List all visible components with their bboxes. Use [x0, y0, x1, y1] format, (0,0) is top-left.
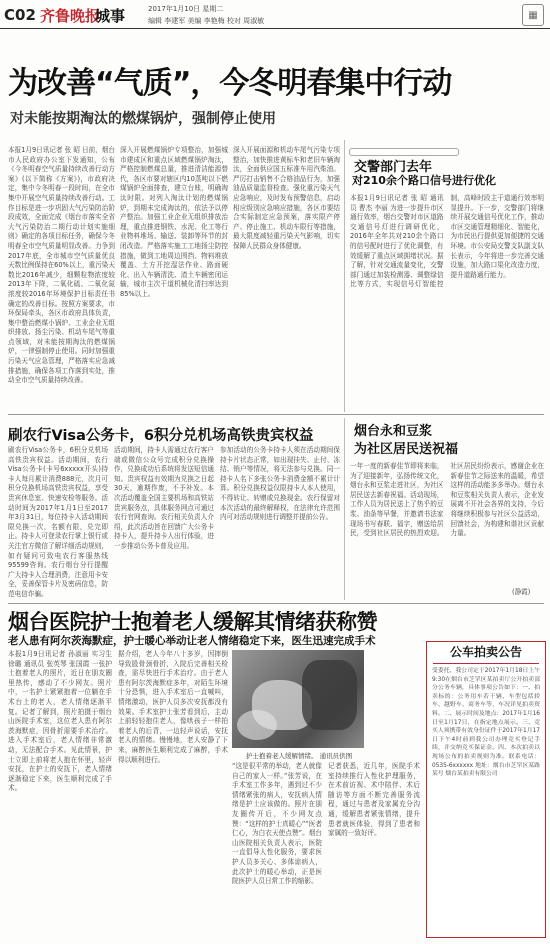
lead-subhead: 对未能按期淘汰的燃煤锅炉，强制停止使用	[10, 111, 276, 127]
photo-caption: 护士抱着老人缓解情绪。 通讯员供图	[246, 752, 353, 760]
column-divider-2	[344, 418, 345, 600]
fuyu-author: (静霞)	[512, 588, 531, 596]
nurse-headline: 烟台医院护士抱着老人缓解其情绪获称赞	[8, 610, 377, 634]
qr-code-icon: ▦	[522, 4, 544, 26]
nurse-body-col-2: 据介绍，老人今年八十多岁，因摔倒导致股骨颈骨折，入院后完善相关检查，需尽快进行手术治疗。由于老人患有阿尔茨海默症多年，对陌生环境十分恐惧，进入手术室后一直喊叫，情绪激动，医护人员多次安抚都没有效果。手术室护士张芳看到后，主动上前轻轻抱住老人，像哄孩子一样拍着老人的后背，一边轻声说话，安抚老人的情绪。慢慢地，老人安静了下来，麻醉医生顺利完成了麻醉，手术得以顺利进行。	[118, 650, 228, 764]
decorative-bar	[349, 148, 459, 156]
page-number: C02	[4, 6, 36, 24]
newspaper-brand: 齐鲁晚报	[40, 7, 101, 25]
auction-body: 受委托，我公司定于2017年1月18日上午9:30在烟台市芝罘区某拍卖厅公开拍卖部分公务车辆，具体事项公告如下：一、拍卖标的：公务用车若干辆，车型包括轿车、越野车、商务车等，车况详见拍卖资料。二、展示时间及地点：2017年1月16日至1月17日，在指定地点展示。三、竞买人须携带有效身份证件于2017年1月17日下午4时前到我公司办理竞买登记手续，并交纳竞买保证金。四、本次拍卖以现场公布的拍卖规则为准。联系电话：0535-6xxxxxx 地址：烟台市芝罘区某路某号 烟台某拍卖有限公司	[432, 668, 540, 778]
lead-body-col-2: 深入开展燃煤锅炉专项整治，加强城市建成区和重点区域燃煤锅炉淘汰，严格控制燃煤总量，推进清洁能源替代，各区市要对辖区内10蒸吨以下燃煤锅炉全面排查，建立台账，明确淘汰时限。对列入淘汰计划的燃煤锅炉，到期未完成淘汰的，依法予以停产整治。加强工业企业无组织排放治理，重点推进钢铁、水泥、化工等行业物料堆场、输送、装卸等环节的封闭改造。严格落实施工工地扬尘防控措施，做到工地周边围挡、物料堆放覆盖、土方开挖湿法作业、路面硬化、出入车辆清洗、渣土车辆密闭运输，城市主次干道机械化清扫率达到85%以上。	[120, 146, 228, 298]
visa-body-col-2: 活动期间，持卡人需通过农行客户端或微信公众号完成积分兑换操作，兑换成功后系统将发送短信通知。贵宾权益有效期为兑换之日起30天，逾期作废，不予补发。本次活动覆盖全国主要机场和高铁站贵宾服务点，具体服务网点可通过农行官网查询。农行相关负责人介绍，此次活动旨在回馈广大公务卡持卡人，提升持卡人出行体验，进一步推动公务卡普及应用。	[114, 446, 214, 550]
page-header	[0, 0, 550, 29]
fuyu-headline-2: 为社区居民送祝福	[354, 442, 459, 457]
nurse-photo	[232, 650, 364, 748]
visa-body-col-1: 刷农行Visa公务卡，6积分兑机场高铁贵宾权益。活动期间，农行Visa公务卡(卡号6xxxxx开头)持卡人每月累计消费888元，次月可积分兑换机场高铁贵宾权益，享受贵宾休息室、快速安检等服务。活动时间为2017年1月1日至2017年3月31日，每位持卡人活动期间限兑换一次，名额有限，兑完即止。持卡人可登录农行掌上银行或关注官方微信了解详细活动规则，如有疑问可致电农行客服热线95599咨询。农行烟台分行提醒广大持卡人合理消费，注意用卡安全，妥善保管卡片及密码信息，防范电信诈骗。	[8, 446, 108, 598]
traffic-headline-2: 对210余个路口信号进行优化	[352, 174, 496, 187]
fuyu-body: 一年一度的新春佳节即将来临，为了迎接新年，弘扬传统文化，烟台永和豆浆走进社区，为社区居民送去新春祝福。活动现场，工作人员为居民送上了热乎的豆浆、油条等早餐，并邀请书法家现场书写春联、福字，赠送给居民，受到社区居民的热烈欢迎。社区居民纷纷表示，感谢企业在新春佳节之际送来的温暖，希望这样的活动能多多举办。烟台永和豆浆相关负责人表示，企业发展离不开社会各界的支持，今后将继续积极参与社区公益活动，回馈社会，为构建和谐社区贡献力量。	[350, 462, 544, 538]
issue-date: 2017年1月10日 星期二	[148, 5, 224, 13]
editorial-staff: 编辑 李建军 美编 李艳梅 校对 周淑敏	[148, 17, 265, 25]
section-title: 城事	[95, 7, 126, 25]
column-divider	[344, 140, 345, 412]
section-divider	[8, 414, 544, 415]
lead-headline: 为改善“气质”，今冬明春集中行动	[8, 66, 452, 101]
auction-title-rule	[433, 663, 539, 664]
fuyu-headline: 烟台永和豆浆	[354, 424, 433, 439]
auction-notice-box	[426, 641, 546, 938]
visa-headline: 刷农行Visa公务卡，6积分兑机场高铁贵宾权益	[8, 428, 314, 444]
section-divider-2	[8, 603, 544, 604]
traffic-headline: 交警部门去年	[354, 160, 433, 175]
nurse-body-col-1: 本报1月9日讯记者 孙淑丽 实习生 徐璐 通讯员 张英琴 张国霞 一张护士抱着老人的照片，近日在朋友圈里热传，感动了不少网友。照片中，一名护士紧紧抱着一位躺在手术台上的老人，老人情绪逐渐平复。记者了解到，照片拍摄于烟台山医院手术室，这位老人患有阿尔茨海默症，因骨折需要手术治疗。进入手术室后，老人情绪非常激动，无法配合手术。见此情景，护士立即上前将老人抱在怀里，轻声安抚，在护士的安抚下，老人情绪逐渐稳定下来，医生顺利完成了手术。	[8, 650, 112, 793]
traffic-body: 本报1月9日讯记者 张 昭 通讯员 曹杰 李丽 为进一步提升市区通行效率，烟台交警对市区道路交通信号灯进行调研优化，2016年全年共对210余个路口的信号配时进行了优化调整，有效缓解了重点区域拥堵状况。据了解，针对交通流量变化，交警部门通过加装检测器、调整绿信比等方式，实现信号灯智能控制，高峰时段主干道通行效率明显提升。下一步，交警部门将继续开展交通信号优化工作，推动市区交通管理精细化、智能化，为市民出行提供更加便捷的交通环境。市公安局交警支队副支队长表示，今年将进一步完善交通设施，加大路口渠化改造力度，提升道路通行能力。	[350, 194, 544, 289]
lead-body-col-1: 本报1月9日讯记者 张 昭 日前，烟台市人民政府办公室下发通知，公布《今冬明春空气质量持续改善行动方案》(以下简称《方案》)，市政府决定，集中今冬明春一段时间，在全市集中开展空气质量持续改善行动。工作目标是进一步巩固大气污染防治阶段成效，全面完成《烟台市落实全省大气污染防治二期行动计划实施细则》确定的各项目标任务，确保今冬明春全市空气质量明显改善。力争到2017年底，全市城市空气质量优良天数比例保持在60%以上，重污染天数比2016年减少，细颗粒物浓度较2013年下降，二氧化硫、二氧化氮浓度较2016年环境保护目标责任书确定的改善目标。按照方案要求，市环保局牵头，各区市政府具体负责，集中整治燃煤小锅炉、工业企业无组织排放、扬尘污染、机动车尾气等重点领域，对未能按期淘汰的燃煤锅炉，一律强制停止使用。同时加强重污染天气应急管理，严格落实应急减排措施，确保各项工作落到实处，推动全市空气质量持续改善。	[8, 146, 115, 385]
lead-body-col-3: 深入开展面源和机动车尾气污染专项整治，加快推进黄标车和老旧车辆淘汰，全面供应国五标准车用汽柴油。严厉打击销售不合格油品行为，加强油品质量监督检查。强化重污染天气应急响应，及时发布预警信息，启动相应级别应急响应措施，各区市要结合实际制定应急预案，落实限产停产、停止施工、机动车限行等措施，最大限度减轻重污染天气影响，切实保障人民群众身体健康。	[233, 146, 340, 250]
nurse-subhead: 老人患有阿尔茨海默症，护士暖心举动让老人情绪稳定下来，医生迅速完成手术	[8, 635, 376, 647]
nurse-body-col-3: “这是很平常的举动，老人就像自己的家人一样。”张芳说，在手术室工作多年，遇到过不少情绪紧张的病人，安抚病人情绪是护士应该做的。照片在朋友圈传开后，不少网友点赞：“这样的护士真暖心”“医者仁心，为白衣天使点赞”。烟台山医院相关负责人表示，医院一直倡导人性化服务，要求医护人员多关心、多体谅病人，此次护士的暖心举动，正是医院医护人员日常工作的缩影。	[232, 762, 322, 886]
auction-title: 公车拍卖公告	[449, 645, 522, 659]
visa-body-col-3: 参加活动的公务卡持卡人须在活动期间保持卡片状态正常，如出现挂失、止付、冻结、销户等情况，将无法参与兑换。同一持卡人名下多张公务卡消费金额不累计计算。积分兑换权益仅限持卡人本人使用，不得转让、转赠或兑换现金。农行保留对本次活动的最终解释权，在法律允许范围内可对活动规则进行调整并提前公告。	[220, 446, 340, 522]
nurse-body-col-4: 记者获悉，近几年，医院手术室持续推行人性化护理服务，在术前访视、术中陪伴、术后随访等方面不断完善服务流程，通过与患者及家属充分沟通，缓解患者紧张情绪，提升患者就医体验，得到了患者和家属的一致好评。	[328, 762, 420, 838]
